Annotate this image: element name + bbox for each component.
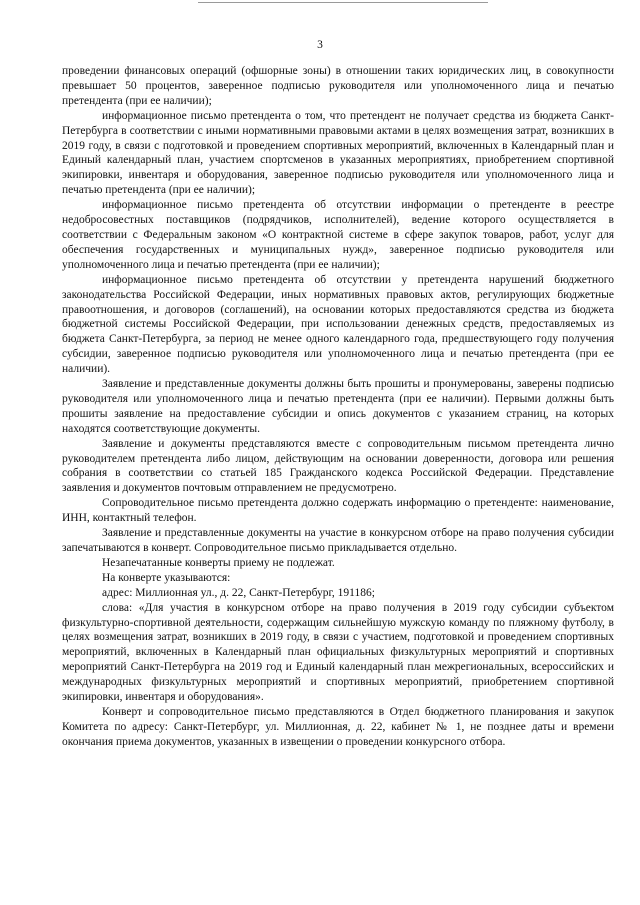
paragraph-unsealed-envelopes: Незапечатанные конверты приему не подлежат.	[102, 556, 335, 569]
paragraph-unreliable-suppliers-letter: информационное письмо претендента об отсутствии информации о претенденте в реестре недобросовестных поставщиков (подрядчиков, исполнителей), ведение которого осуществляется в соответствии с Федеральным законом «О контрактной системе в сфере закупок товаров, работ, услуг для обеспечения государственных и муниципальных нужд», заверенное подписью руководителя или уполномоченного лица и печатью претендента (при ее наличии);	[62, 199, 614, 271]
paragraph-envelope-sealing: Заявление и представленные документы на участие в конкурсном отборе на право получения субсидии запечатываются в конверт. Сопроводительное письмо прикладывается отдельно.	[62, 527, 614, 554]
paragraph-offshore-continuation: проведении финансовых операций (офшорные зоны) в отношении таких юридических лиц, в совокупности превышает 50 процентов, заверенное подписью руководителя или уполномоченного лица и печатью претендента (при ее наличии);	[62, 65, 614, 107]
paragraph-submission-method: Заявление и документы представляются вместе с сопроводительным письмом претендента лично руководителем претендента либо лицом, действующим на основании доверенности, договора или решения собрания в соответствии со статьей 185 Гражданского кодекса Российской Федерации. Представление заявления и документов почтовым отправлением не предусмотрено.	[62, 437, 614, 495]
top-rule	[198, 2, 488, 3]
page-number: 3	[317, 39, 323, 51]
paragraph-envelope-heading: На конверте указываются:	[102, 571, 231, 584]
paragraph-envelope-address: адрес: Миллионная ул., д. 22, Санкт-Петербург, 191186;	[102, 586, 375, 599]
paragraph-no-budget-funds-letter: информационное письмо претендента о том, что претендент не получает средства из бюджета Санкт-Петербурга в соответствии с иными нормативными правовыми актами в целях возмещения затрат, возникших в 2019 году, в связи с подготовкой и проведением спортивных мероприятий, включенных в Календарный план и Единый календарный план, участием спортсменов в указанных мероприятиях, приобретением спортивной экипировки, инвентаря и оборудования, заверенное подписью руководителя или уполномоченного лица и печатью претендента (при ее наличии);	[62, 109, 614, 197]
paragraph-binding-requirements: Заявление и представленные документы должны быть прошиты и пронумерованы, заверены подписью руководителя или уполномоченного лица и печатью претендента (при ее наличии). Первыми должны быть прошиты заявление на предоставление субсидии и опись документов с указанием страниц, на которых находятся соответствующие документы.	[62, 378, 614, 435]
paragraph-cover-letter-content: Сопроводительное письмо претендента должно содержать информацию о претенденте: наименование, ИНН, контактный телефон.	[62, 497, 614, 525]
paragraph-budget-violations-letter: информационное письмо претендента об отсутствии у претендента нарушений бюджетного законодательства Российской Федерации, иных нормативных правовых актов, регулирующих бюджетные правоотношения, и договоров (соглашений), на основании которых предоставляются средства из бюджета бюджетной системы Российской Федерации, при использовании денежных средств, предоставляемых из бюджета Санкт-Петербурга, за период не менее одного календарного года, предшествующего году получения субсидии, заверенное подписью руководителя или уполномоченного лица и печатью претендента (при ее наличии).	[62, 273, 614, 376]
paragraph-envelope-words: слова: «Для участия в конкурсном отборе на право получения в 2019 году субсидии субъектом физкультурно-спортивной деятельности, содержащим сильнейшую мужскую команду по пляжному футболу, в целях возмещения затрат, возникших в 2019 году, в связи с участием, подготовкой и проведением спортивных мероприятий, включенных в Календарный план официальных физкультурных мероприятий и спортивных мероприятий Санкт-Петербурга на 2019 год и Единый календарный план межрегиональных, всероссийских и международных физкультурных мероприятий и спортивных мероприятий, приобретением спортивной экипировки, инвентаря и оборудования».	[62, 601, 614, 704]
document-body	[62, 64, 614, 750]
paragraph-delivery-location: Конверт и сопроводительное письмо представляются в Отдел бюджетного планирования и закупок Комитета по адресу: Санкт-Петербург, ул. Миллионная, д. 22, кабинет № 1, не позднее даты и времени окончания приема документов, указанных в извещении о проведении конкурсного отбора.	[62, 705, 614, 748]
